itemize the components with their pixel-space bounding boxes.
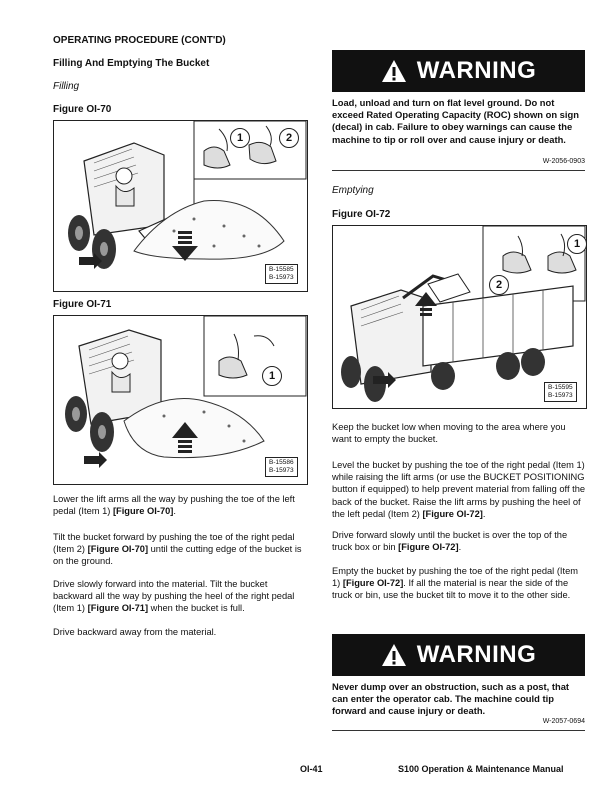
warning-triangle-icon xyxy=(381,643,407,667)
figure-code: B-15586 xyxy=(269,459,294,466)
figure-ref: [Figure OI-72] xyxy=(398,542,459,553)
paragraph xyxy=(332,421,586,445)
figure-oi72-label: Figure OI-72 xyxy=(332,209,391,220)
paragraph xyxy=(332,459,586,520)
figure-ref: [Figure OI-72] xyxy=(342,578,404,589)
paragraph-text: . If all the material is near the side of the truck or bin, use the bucket tilt to move it to the other side. xyxy=(332,578,571,601)
forward-arrow-icon xyxy=(84,452,107,468)
divider xyxy=(332,170,585,171)
paragraph-text: . xyxy=(458,542,462,553)
warning-triangle-icon xyxy=(381,59,407,83)
warning-title: WARNING xyxy=(416,641,537,668)
callout-item-1: 1 xyxy=(262,366,282,386)
callout-item-1: 1 xyxy=(230,128,250,148)
paragraph-text: Drive backward away from the material. xyxy=(53,627,217,637)
warning-text: Load, unload and turn on flat level ground. Do not exceed Rated Operating Capacity (ROC) shown on sign (decal) in cab. Failure to obey warnings can cause the machine to tip or roll over and cause injury or death. xyxy=(332,97,579,145)
page-number: OI-41 xyxy=(300,764,323,774)
paragraph-text: when the bucket is full. xyxy=(148,603,245,614)
paragraph xyxy=(332,565,586,602)
figure-code-badge xyxy=(544,382,577,402)
figure-code-badge xyxy=(265,457,298,477)
figure-code: B-15973 xyxy=(269,467,294,474)
paragraph-text: Drive forward slowly until the bucket is over the top of the truck box or bin xyxy=(332,530,568,553)
subsection-title: Filling And Emptying The Bucket xyxy=(53,58,210,69)
figure-code: B-15595 xyxy=(548,384,573,391)
paragraph-text: . xyxy=(482,508,486,519)
paragraph xyxy=(332,529,586,553)
manual-title: S100 Operation & Maintenance Manual xyxy=(398,764,564,774)
emptying-label: Emptying xyxy=(332,185,374,196)
paragraph-text: Level the bucket by pushing the toe of the right pedal (Item 1) while raising the lift arms (or use the BUCKET POSITIONING button if equipped) to help prevent material from falling off the back of the bucket. Raise the lift arms by pushing the heel of the left pedal (Item 2) xyxy=(332,460,586,519)
figure-ref: [Figure OI-70] xyxy=(112,506,174,517)
figure-ref: [Figure OI-70] xyxy=(87,544,149,555)
warning-code: W-2057-0694 xyxy=(542,718,585,725)
figure-ref: [Figure OI-72] xyxy=(422,508,483,519)
figure-code: B-15973 xyxy=(548,392,573,399)
figure-ref: [Figure OI-71] xyxy=(87,603,149,614)
paragraph xyxy=(53,626,307,638)
paragraph xyxy=(53,493,307,517)
skid-steer-dumping-illustration xyxy=(333,226,586,408)
warning-title: WARNING xyxy=(416,57,537,84)
paragraph-text: Keep the bucket low when moving to the area where you want to empty the bucket. xyxy=(332,422,566,445)
warning-banner xyxy=(332,634,585,676)
paragraph-text: Empty the bucket by pushing the toe of the right pedal (Item 1) xyxy=(332,566,578,589)
figure-code: B-15973 xyxy=(269,274,294,281)
paragraph-text: until the cutting edge of the bucket is on the ground. xyxy=(53,544,302,567)
figure-oi72 xyxy=(332,225,587,409)
callout-item-1: 1 xyxy=(567,234,587,254)
figure-oi71-label: Figure OI-71 xyxy=(53,299,112,310)
figure-oi71 xyxy=(53,315,308,485)
divider xyxy=(332,730,585,731)
warning-banner xyxy=(332,50,585,92)
figure-code: B-15585 xyxy=(269,266,294,273)
figure-oi70 xyxy=(53,120,308,292)
paragraph-text: . xyxy=(173,506,176,517)
filling-label: Filling xyxy=(53,81,80,92)
section-title: OPERATING PROCEDURE (CONT'D) xyxy=(53,35,226,46)
paragraph-text: Tilt the bucket forward by pushing the toe of the right pedal (Item 2) xyxy=(53,532,295,555)
callout-item-2: 2 xyxy=(279,128,299,148)
paragraph-text: Drive slowly forward into the material. Tilt the bucket backward all the way by pushing the heel of the right pedal (Item 1) xyxy=(53,579,295,614)
figure-code-badge xyxy=(265,264,298,284)
paragraph xyxy=(53,531,307,568)
paragraph xyxy=(53,578,307,615)
callout-item-2: 2 xyxy=(489,275,509,295)
warning-code: W-2056-0903 xyxy=(542,158,585,165)
warning-text: Never dump over an obstruction, such as a post, that can enter the operator cab. The machine could tip forward and cause injury or death. xyxy=(332,681,570,717)
paragraph-text: Lower the lift arms all the way by pushing the toe of the left pedal (Item 1) xyxy=(53,494,295,517)
figure-oi70-label: Figure OI-70 xyxy=(53,104,112,115)
